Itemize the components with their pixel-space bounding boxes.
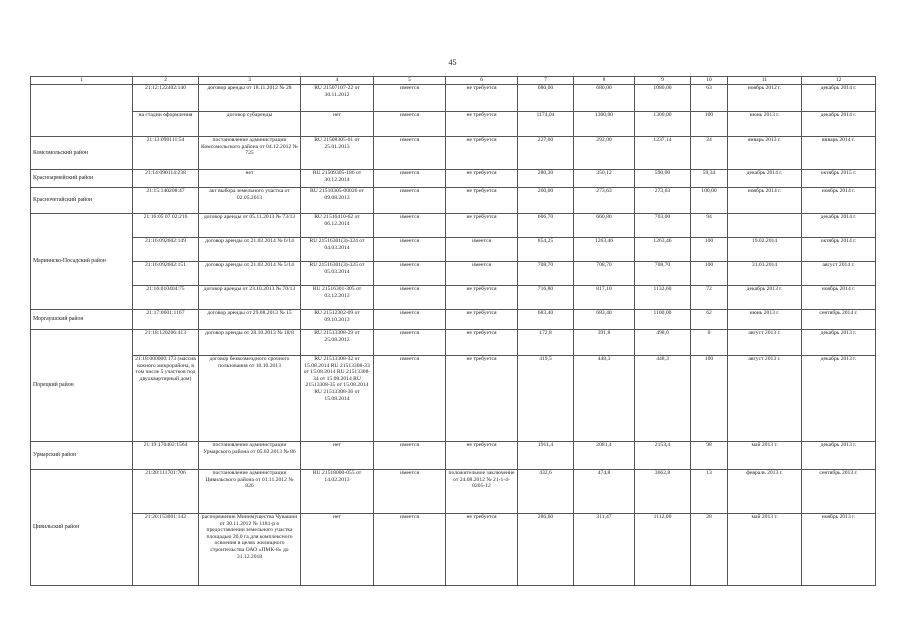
table-row — [31, 442, 876, 470]
table-cell: не требуется — [446, 442, 518, 470]
table-cell: 350,12 — [574, 170, 635, 188]
table-cell: имеется — [374, 514, 446, 586]
table-cell: RU 21518000-055 от 14.02.2013 — [301, 470, 374, 514]
table-row — [31, 356, 876, 442]
table-cell: RU 21516410-62 от 06.12.2014 — [301, 214, 374, 238]
table-row — [31, 330, 876, 356]
table-cell: RU 21513308-29 от 25.08.2012 — [301, 330, 374, 356]
table-cell: RU 21509305-186 от 30.12.2014 — [301, 170, 374, 188]
table-cell: 94 — [691, 214, 728, 238]
table-cell: 716,80 — [518, 286, 574, 310]
table-cell: 432,6 — [518, 470, 574, 514]
table-cell: 1100,00 — [635, 310, 691, 330]
table-cell: договор субаренды — [199, 112, 301, 137]
table-cell: 448,3 — [635, 356, 691, 442]
table-cell: октябрь 2015 г. — [802, 170, 876, 188]
table-cell: 273,63 — [574, 188, 635, 214]
table-cell: имеется — [374, 262, 446, 286]
table-cell: имеется — [374, 137, 446, 170]
table-cell: не требуется — [446, 170, 518, 188]
table-cell: договор аренды от 29.08.2013 № 15 — [199, 310, 301, 330]
table-cell: имеется — [374, 286, 446, 310]
table-cell: RU 21516301(3)-324 от 04.03.2014 — [301, 238, 374, 262]
table-cell: декабрь 2013 г. — [728, 286, 802, 310]
table-cell: 98 — [691, 442, 728, 470]
table-cell: имеется — [374, 170, 446, 188]
table-cell: октябрь 2014 г. — [802, 238, 876, 262]
table-cell: 1174,04 — [518, 112, 574, 137]
table-cell: 100 — [691, 262, 728, 286]
column-number-cell: 6 — [446, 77, 518, 85]
table-row — [31, 310, 876, 330]
table-cell: декабрь 2013 г. — [802, 330, 876, 356]
table-cell: 21:12:122402:140 — [133, 85, 199, 112]
table-row — [31, 238, 876, 262]
table-cell — [728, 214, 802, 238]
table-cell: 708,70 — [518, 262, 574, 286]
table-cell: 1911,4 — [518, 442, 574, 470]
district-cell: Урмарский район — [31, 442, 133, 470]
table-cell: 62 — [691, 310, 728, 330]
table-cell: декабрь 2014 г. — [802, 214, 876, 238]
table-cell: 31.03.2014 — [728, 262, 802, 286]
table-cell: май 2013 г. — [728, 514, 802, 586]
column-number-cell: 3 — [199, 77, 301, 85]
table-cell: 708,70 — [574, 262, 635, 286]
table-row — [31, 170, 876, 188]
page-number: 45 — [448, 58, 457, 67]
table-cell: не требуется — [446, 112, 518, 137]
table-cell: договор аренды от 21.02.2014 № 6/14 — [199, 238, 301, 262]
table-cell: ноябрь 2014 г. — [802, 188, 876, 214]
table-cell: 63 — [691, 85, 728, 112]
table-cell: 21:20:111701:706 — [133, 470, 199, 514]
table-cell: 854,25 — [518, 238, 574, 262]
table-cell: 1300,00 — [574, 112, 635, 137]
table-cell: не требуется — [446, 330, 518, 356]
district-cell: Моргаушский район — [31, 310, 133, 330]
table-cell: 683,40 — [574, 310, 635, 330]
table-row — [31, 286, 876, 310]
table-cell: 21:18:120206:413 — [133, 330, 199, 356]
table-cell: RU 21508305-01 от 25.01.2013 — [301, 137, 374, 170]
table-cell: 2153,4 — [635, 442, 691, 470]
table-cell: 21:15:140208:47 — [133, 188, 199, 214]
table-cell: сентябрь 2014 г. — [802, 310, 876, 330]
table-cell: нет — [301, 514, 374, 586]
table-cell: 419,5 — [518, 356, 574, 442]
table-cell: июнь 2013 г. — [728, 112, 802, 137]
column-number-cell: 4 — [301, 77, 374, 85]
table-cell: 21:19:170402:1564 — [133, 442, 199, 470]
table-cell: январь 2014 г. — [802, 137, 876, 170]
table-cell: ноябрь 2014 г. — [802, 286, 876, 310]
table-cell: 21:20:153001:142 — [133, 514, 199, 586]
table-cell: 474,8 — [574, 470, 635, 514]
table-cell: договор аренды от 23.10.2013 № 70/13 — [199, 286, 301, 310]
table-cell: 21:16:010404:75 — [133, 286, 199, 310]
table-cell: декабрь 2013 г. — [802, 442, 876, 470]
district-cell: Красноармейский район — [31, 170, 133, 188]
table-cell: 448,3 — [574, 356, 635, 442]
table-cell: 280,30 — [518, 170, 574, 188]
table-row — [31, 85, 876, 112]
table-cell: 21:13:090111:54 — [133, 137, 199, 170]
table-cell: 100 — [691, 356, 728, 442]
table-cell: 19.02.2014 — [728, 238, 802, 262]
district-cell: Порецкий район — [31, 330, 133, 442]
column-number-cell: 10 — [691, 77, 728, 85]
table-cell: декабрь 2014 г. — [802, 85, 876, 112]
column-number-cell: 2 — [133, 77, 199, 85]
table-cell: RU 21516301-305 от 03.12.2013 — [301, 286, 374, 310]
table-cell: 1263,46 — [574, 238, 635, 262]
table-cell: договор аренды от 05.11.2013 № 73/13 — [199, 214, 301, 238]
table-cell: ноябрь 2014 г. — [728, 188, 802, 214]
table-cell: RU 21513308-32 от 15.08.2014 RU 21513308-33 от 15.08.2014 RU 21513308-34 от 15.08.2014 RU 21513308-35 от 15.08.2014 RU 21513308-36 от 15.08.2014 — [301, 356, 374, 442]
table-cell: имеется — [374, 85, 446, 112]
table-cell: 498,0 — [635, 330, 691, 356]
table-cell: RU 21516301(3)-325 от 05.03.2014 — [301, 262, 374, 286]
table-cell: имеется — [374, 112, 446, 137]
table-cell: 2081,4 — [574, 442, 635, 470]
table-cell: 21:16:092602:151 — [133, 262, 199, 286]
table-cell: 72 — [691, 286, 728, 310]
table-cell: август 2013 г. — [728, 330, 802, 356]
table-cell: 680,00 — [574, 85, 635, 112]
table-cell: 21:18:000000:173 (массив южного микрорайона, в том числе 5 участков под двухквартирный дом) — [133, 356, 199, 442]
table-cell: 1132,60 — [635, 286, 691, 310]
table-cell: 1300,00 — [635, 112, 691, 137]
table-row — [31, 112, 876, 137]
table-cell: январь 2013 г. — [728, 137, 802, 170]
district-cell: Комсомольский район — [31, 137, 133, 170]
table-cell: ноябрь 2012 г. — [728, 85, 802, 112]
table-cell: не требуется — [446, 85, 518, 112]
table-cell: имеется — [374, 330, 446, 356]
table-cell: февраль 2013 г. — [728, 470, 802, 514]
table-cell: 1112,00 — [635, 514, 691, 586]
table-cell: ноябрь 2013 г. — [802, 514, 876, 586]
table-cell: 286,60 — [518, 514, 574, 586]
table-cell: на стадии оформления — [133, 112, 199, 137]
table-row — [31, 262, 876, 286]
table-cell: 1080,00 — [635, 85, 691, 112]
table-cell: постановление администрации Комсомольского района от 04.12.2012 № 725 — [199, 137, 301, 170]
table-cell: не требуется — [446, 137, 518, 170]
district-cell: Красночетайский район — [31, 188, 133, 214]
table-cell: RU 21507107-22 от 30.11.2012 — [301, 85, 374, 112]
table-cell: 28 — [691, 514, 728, 586]
table-cell: 59,34 — [691, 170, 728, 188]
district-cell: Цивильский район — [31, 470, 133, 586]
table-cell: 100 — [691, 112, 728, 137]
table-cell: 680,00 — [518, 85, 574, 112]
table-cell: не требуется — [446, 356, 518, 442]
table-cell: положительное заключение от 24.08.2012 № 21-1-4-0205-12 — [446, 470, 518, 514]
table-row — [31, 470, 876, 514]
table-cell: 1263,46 — [635, 238, 691, 262]
table-cell: 311,47 — [574, 514, 635, 586]
column-number-cell: 8 — [574, 77, 635, 85]
table-cell: имеется — [374, 214, 446, 238]
table-cell: сентябрь 2013 г. — [802, 470, 876, 514]
table-cell: не требуется — [446, 310, 518, 330]
column-number-cell: 7 — [518, 77, 574, 85]
table-cell: RU 21512302-09 от 09.10.2013 — [301, 310, 374, 330]
column-number-cell: 1 — [31, 77, 133, 85]
column-number-cell: 9 — [635, 77, 691, 85]
table-cell: 21:14:090114:238 — [133, 170, 199, 188]
column-number-cell: 5 — [374, 77, 446, 85]
table-cell: август 2014 г. — [802, 262, 876, 286]
column-number-cell: 11 — [728, 77, 802, 85]
table-cell: август 2013 г. — [728, 356, 802, 442]
table-cell: 273,63 — [635, 188, 691, 214]
table-cell: 590,00 — [635, 170, 691, 188]
table-row — [31, 214, 876, 238]
table-cell: 708,70 — [635, 262, 691, 286]
table-cell: 1237,14 — [635, 137, 691, 170]
table-cell: договор аренды от 28.10.2013 № 18/8 — [199, 330, 301, 356]
table-cell: акт выбора земельного участка от 02.05.2013 — [199, 188, 301, 214]
table-cell: не требуется — [446, 514, 518, 586]
table-cell: нет — [199, 170, 301, 188]
table-cell: 391,8 — [574, 330, 635, 356]
table-cell: имеется — [374, 442, 446, 470]
table-cell: имеется — [374, 356, 446, 442]
table-cell: не требуется — [446, 214, 518, 238]
district-cell: Мариинско-Посадский район — [31, 214, 133, 310]
table-cell: 3662,8 — [635, 470, 691, 514]
table-cell: постановление администрации Урмарского района от 05.02.2013 № 86 — [199, 442, 301, 470]
table-cell: 24 — [691, 137, 728, 170]
table-cell: май 2013 г. — [728, 442, 802, 470]
table-cell: 683,40 — [518, 310, 574, 330]
table-cell: распоряжение Минимущества Чувашии от 30.11.2012 № 1181-р о предоставлении земельного участка площадью 20,0 га для комплексного освоения в целях жилищного строительства ОАО «ПМК-8» до 31.12.2018 — [199, 514, 301, 586]
table-cell: 0 — [691, 330, 728, 356]
table-row — [31, 188, 876, 214]
district-cell — [31, 85, 133, 137]
table-cell: декабрь 2014 г. — [728, 170, 802, 188]
table-cell: имеется — [374, 188, 446, 214]
table-row — [31, 514, 876, 586]
table-cell: имеется — [446, 262, 518, 286]
table-cell: декабрь 2014 г. — [802, 112, 876, 137]
column-number-cell: 12 — [802, 77, 876, 85]
table-cell: нет — [301, 442, 374, 470]
table-cell: не требуется — [446, 188, 518, 214]
table-cell: постановление администрации Цивильского района от 01.11.2012 № 826 — [199, 470, 301, 514]
table-cell: 21:17:0601:1167 — [133, 310, 199, 330]
table-row — [31, 137, 876, 170]
table-cell: имеется — [374, 238, 446, 262]
table-cell: 21:16:092602:149 — [133, 238, 199, 262]
table-cell: 606,70 — [518, 214, 574, 238]
table-cell: договор аренды от 18.11.2012 № 28 — [199, 85, 301, 112]
table-cell: 660,80 — [574, 214, 635, 238]
table-cell: 260,00 — [518, 188, 574, 214]
construction-table — [30, 76, 876, 586]
table-cell: 13 — [691, 470, 728, 514]
table-cell: имеется — [374, 470, 446, 514]
table-cell: 227,00 — [518, 137, 574, 170]
header-row — [31, 77, 876, 85]
table-cell: не требуется — [446, 286, 518, 310]
table-cell: договор безвозмездного срочного пользования от 10.10.2013 — [199, 356, 301, 442]
table-cell: 703,00 — [635, 214, 691, 238]
table-cell: RU 21510305-00026 от 09.08.2013 — [301, 188, 374, 214]
table-cell: 100,00 — [691, 188, 728, 214]
table-cell: 172,8 — [518, 330, 574, 356]
table-cell: 292,00 — [574, 137, 635, 170]
table-cell: 21:16:05 07 02:216 — [133, 214, 199, 238]
table-cell: нет — [301, 112, 374, 137]
table-cell: 100 — [691, 238, 728, 262]
table-cell: июнь 2013 г. — [728, 310, 802, 330]
table-cell: договор аренды от 21.02.2014 № 5/14 — [199, 262, 301, 286]
table-cell: декабрь 2013 г. — [802, 356, 876, 442]
table-cell: 817,10 — [574, 286, 635, 310]
table-cell: имеется — [374, 310, 446, 330]
table-cell: имеется — [446, 238, 518, 262]
